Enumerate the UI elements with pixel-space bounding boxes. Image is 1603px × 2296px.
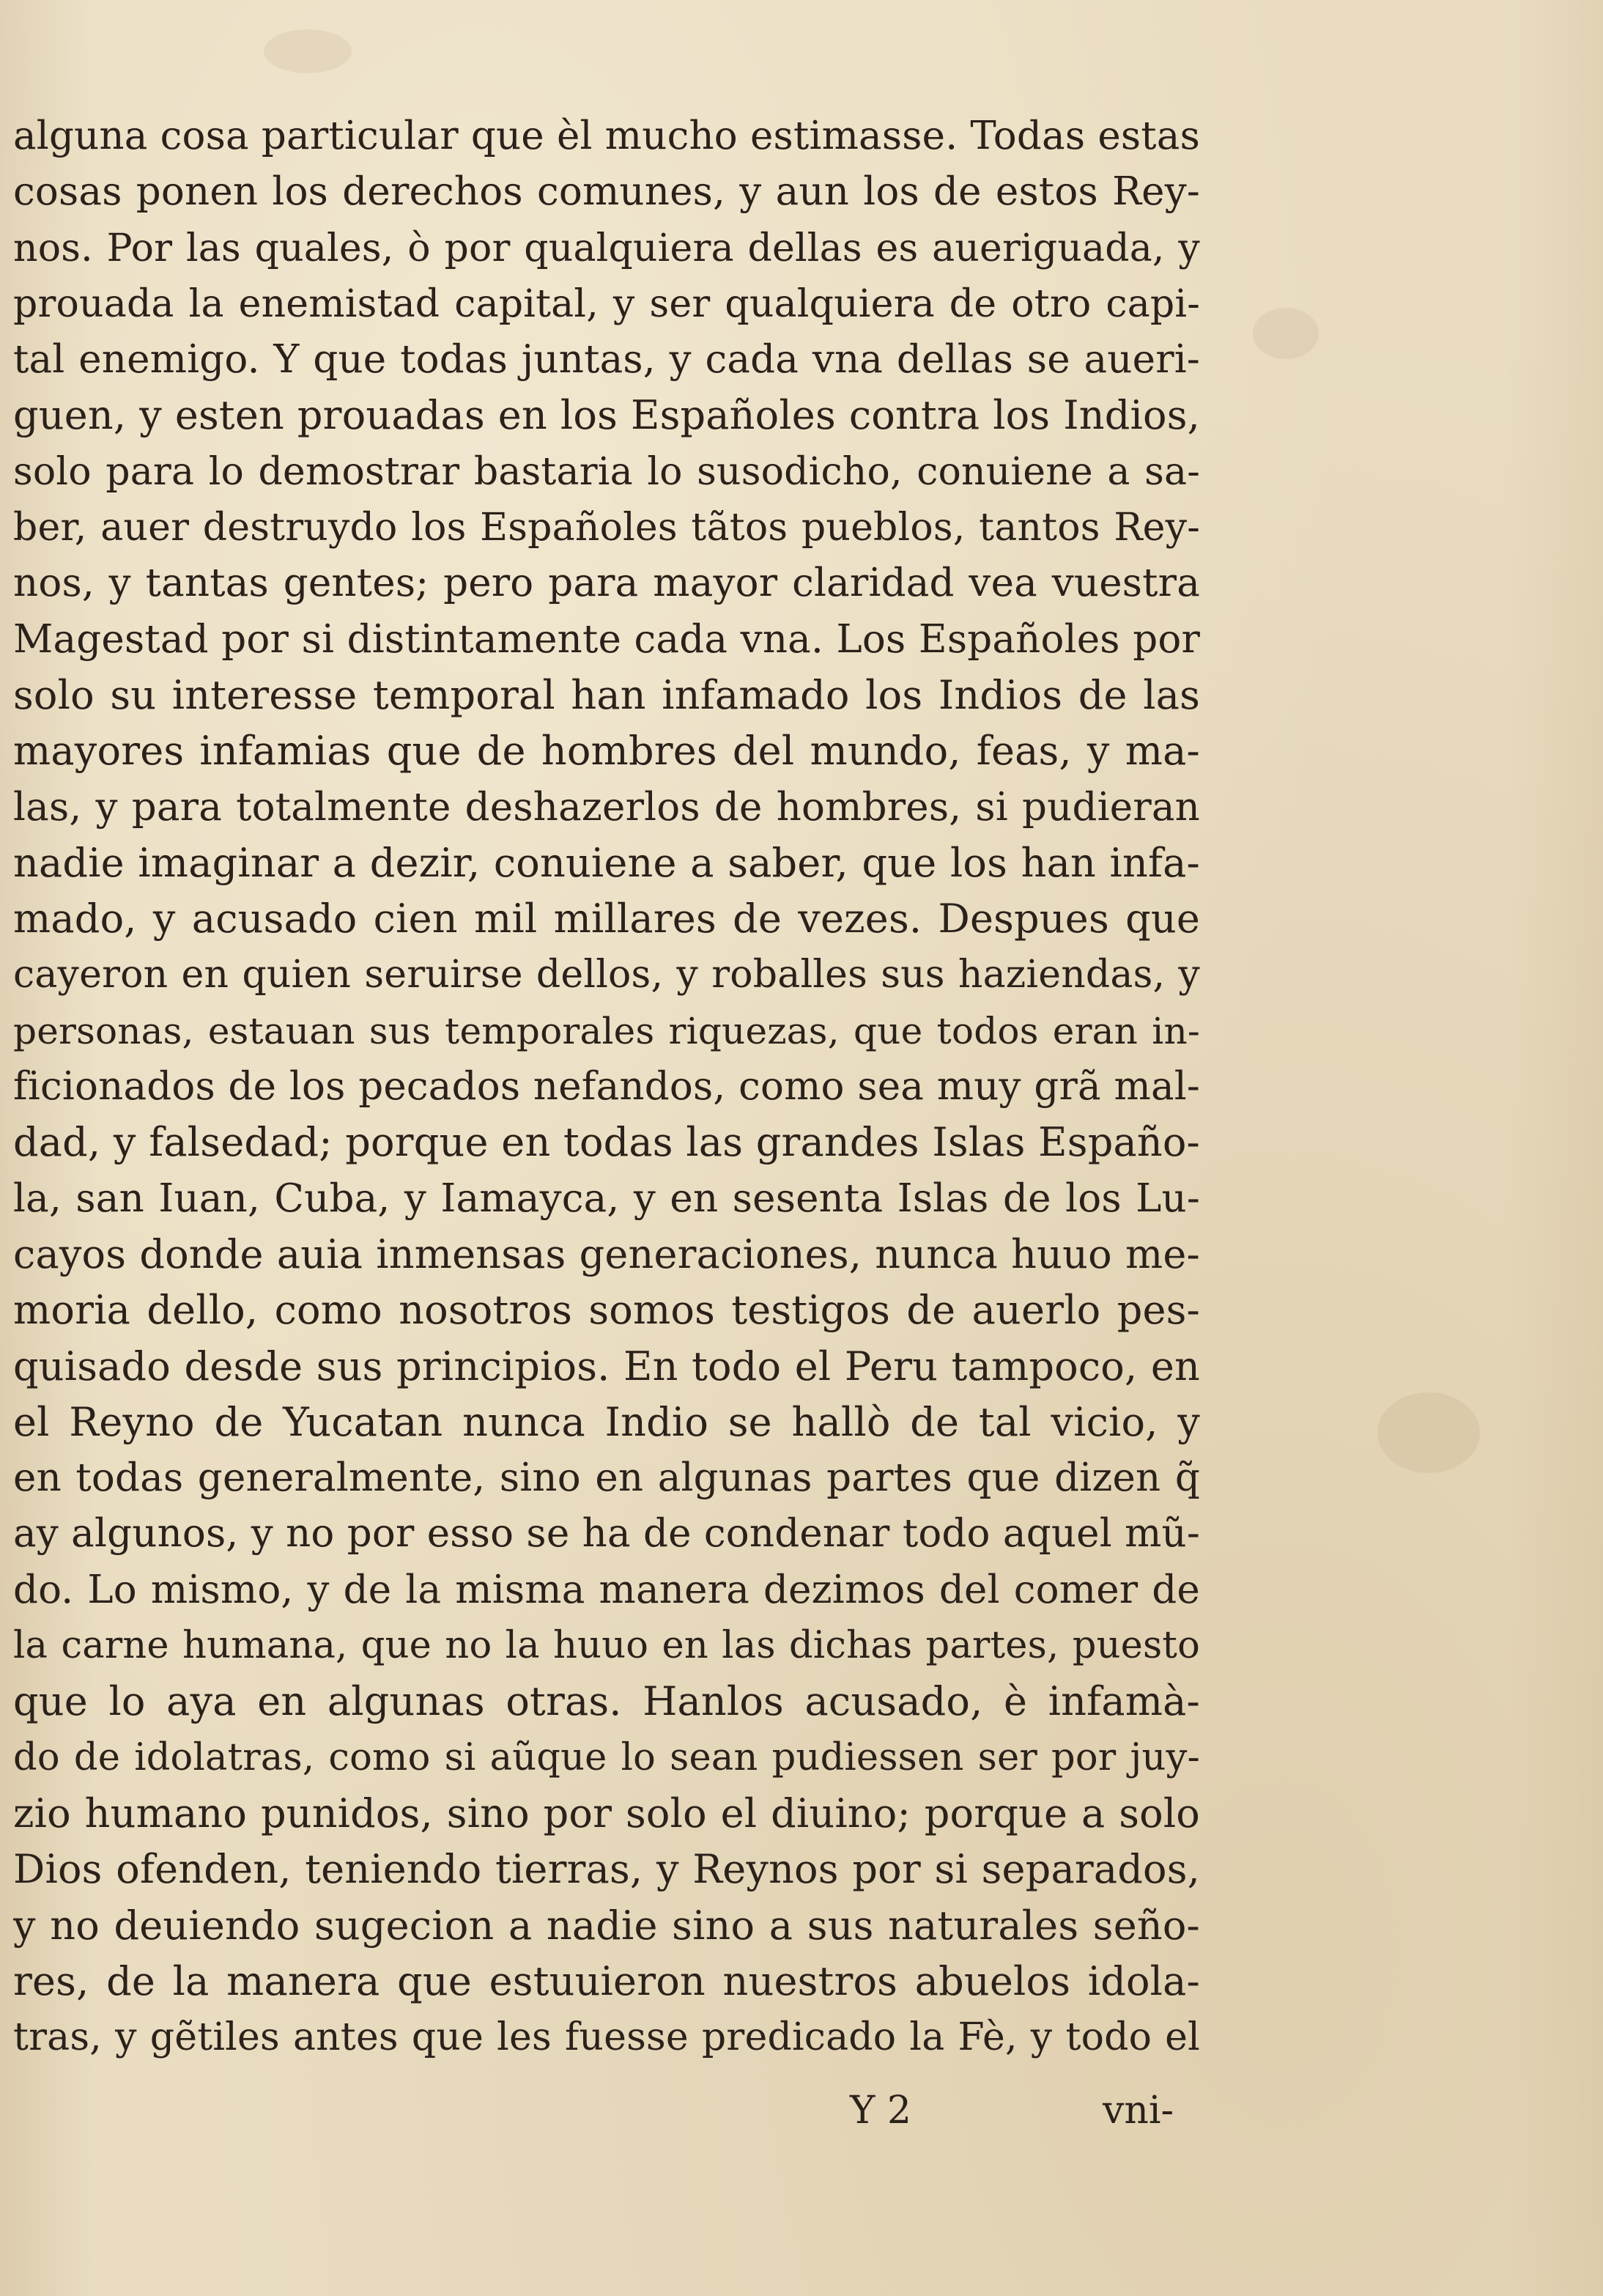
body-text <box>13 108 1200 2065</box>
text-line: guen, y esten prouadas en los Españoles contra los Indios, <box>13 392 1200 439</box>
text-line: y no deuiendo sugecion a nadie sino a sus naturales seño- <box>13 1902 1200 1949</box>
text-line: tal enemigo. Y que todas juntas, y cada vna dellas se aueri- <box>13 337 1200 383</box>
text-line: el Reyno de Yucatan nunca Indio se hallò de tal vicio, y <box>13 1398 1200 1445</box>
catchword: vni- <box>1103 2089 1174 2133</box>
text-line: la carne humana, que no la huuo en las dichas partes, puesto <box>13 1624 1200 1668</box>
text-line: cayeron en quien seruirse dellos, y roballes sus haziendas, y <box>13 953 1200 997</box>
text-line: ficionados de los pecados nefandos, como sea muy grã mal- <box>13 1064 1200 1110</box>
text-line: tras, y gẽtiles antes que les fuesse predicado la Fè, y todo el <box>13 2015 1200 2060</box>
text-line: ber, auer destruydo los Españoles tãtos pueblos, tantos Rey- <box>13 506 1200 550</box>
text-line: cayos donde auia inmensas generaciones, nunca huuo me- <box>13 1230 1200 1277</box>
text-line: quisado desde sus principios. En todo el Peru tampoco, en <box>13 1343 1200 1389</box>
signature-mark: Y 2 <box>850 2089 911 2133</box>
text-line: nos, y tantas gentes; pero para mayor claridad vea vuestra <box>13 561 1200 606</box>
text-line: la, san Iuan, Cuba, y Iamayca, y en sesenta Islas de los Lu- <box>13 1175 1200 1221</box>
text-line: solo su interesse temporal han infamado los Indios de las <box>13 671 1200 718</box>
text-line: do de idolatras, como si aũque lo sean pudiessen ser por juy- <box>13 1735 1200 1779</box>
text-line: cosas ponen los derechos comunes, y aun los de estos Rey- <box>13 169 1200 215</box>
text-line: personas, estauan sus temporales riquezas, que todos eran in- <box>13 1009 1200 1052</box>
text-line: res, de la manera que estuuieron nuestros abuelos idola- <box>13 1957 1200 2004</box>
text-line: las, y para totalmente deshazerlos de hombres, si pudieran <box>13 784 1200 830</box>
text-line: moria dello, como nosotros somos testigos de auerlo pes- <box>13 1287 1200 1334</box>
text-line: Dios ofenden, teniendo tierras, y Reynos por si separados, <box>13 1846 1200 1893</box>
page-footer <box>0 2081 1603 2140</box>
text-line: do. Lo mismo, y de la misma manera dezimos del comer de <box>13 1567 1200 1612</box>
text-line: dad, y falsedad; porque en todas las grandes Islas Españo- <box>13 1119 1200 1166</box>
paper-stain <box>1253 308 1319 359</box>
text-line: zio humano punidos, sino por solo el diuino; porque a solo <box>13 1790 1200 1837</box>
text-line: nadie imaginar a dezir, conuiene a saber, que los han infa- <box>13 839 1200 886</box>
text-line: mado, y acusado cien mil millares de vezes. Despues que <box>13 896 1200 942</box>
paper-stain <box>1377 1392 1480 1473</box>
text-line: ay algunos, y no por esso se ha de condenar todo aquel mũ- <box>13 1511 1200 1557</box>
paper-stain <box>264 29 352 73</box>
text-line: en todas generalmente, sino en algunas partes que dizen q̃ <box>13 1455 1200 1501</box>
text-line: mayores infamias que de hombres del mundo, feas, y ma- <box>13 728 1200 775</box>
text-line: nos. Por las quales, ò por qualquiera dellas es aueriguada, y <box>13 226 1200 270</box>
text-line: prouada la enemistad capital, y ser qualquiera de otro capi- <box>13 281 1200 326</box>
text-line: alguna cosa particular que èl mucho estimasse. Todas estas <box>13 114 1200 158</box>
text-line: que lo aya en algunas otras. Hanlos acusado, è infamà- <box>13 1678 1200 1725</box>
text-line: solo para lo demostrar bastaria lo susodicho, conuiene a sa- <box>13 449 1200 494</box>
text-line: Magestad por si distintamente cada vna. Los Españoles por <box>13 616 1200 662</box>
